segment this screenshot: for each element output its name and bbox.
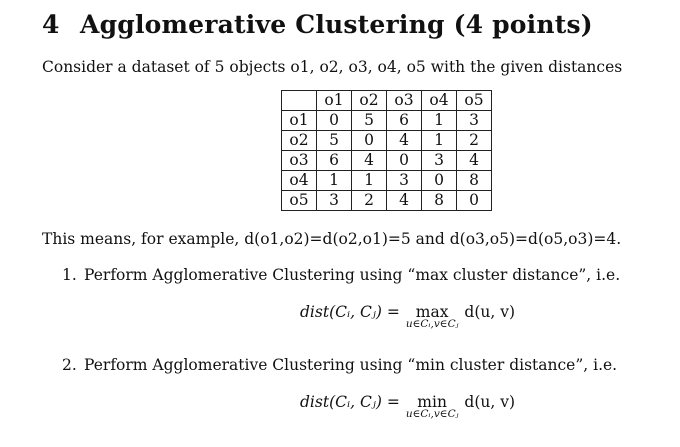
section-number: 4 bbox=[42, 10, 60, 39]
table-cell: 1 bbox=[422, 111, 457, 131]
operator-subscript: u∈Cᵢ,v∈Cⱼ bbox=[405, 318, 459, 330]
column-header: o5 bbox=[457, 91, 492, 111]
list-marker: 1. bbox=[62, 266, 77, 284]
table-cell: 6 bbox=[317, 151, 352, 171]
table-row bbox=[282, 171, 492, 191]
table-cell: 6 bbox=[387, 111, 422, 131]
table-cell: 3 bbox=[422, 151, 457, 171]
table-cell: 1 bbox=[317, 171, 352, 191]
table-row bbox=[282, 191, 492, 211]
table-cell: 8 bbox=[457, 171, 492, 191]
table-cell: 2 bbox=[457, 131, 492, 151]
table-cell: 3 bbox=[387, 171, 422, 191]
max-distance-formula bbox=[300, 303, 515, 330]
table-cell: 3 bbox=[317, 191, 352, 211]
formula-operator bbox=[406, 393, 459, 420]
row-header: o4 bbox=[282, 171, 317, 191]
table-cell: 4 bbox=[387, 191, 422, 211]
table-cell: 0 bbox=[422, 171, 457, 191]
formula-rhs: d(u, v) bbox=[464, 393, 516, 411]
table-cell: 0 bbox=[457, 191, 492, 211]
column-header: o4 bbox=[422, 91, 457, 111]
formula-lhs: dist(Cᵢ, Cⱼ) = bbox=[300, 393, 400, 411]
table-cell: 8 bbox=[422, 191, 457, 211]
operator-name: max bbox=[415, 303, 449, 321]
distance-table bbox=[281, 90, 492, 211]
table-header-row bbox=[282, 91, 492, 111]
formula-operator bbox=[406, 303, 459, 330]
task-text: Perform Agglomerative Clustering using “min cluster distance”, i.e. bbox=[84, 356, 618, 374]
min-distance-formula bbox=[300, 393, 515, 420]
table-cell: 1 bbox=[352, 171, 387, 191]
row-header: o2 bbox=[282, 131, 317, 151]
table-cell: 0 bbox=[317, 111, 352, 131]
row-header: o3 bbox=[282, 151, 317, 171]
table-cell: 5 bbox=[317, 131, 352, 151]
row-header: o1 bbox=[282, 111, 317, 131]
formula-rhs: d(u, v) bbox=[464, 303, 516, 321]
intro-paragraph: Consider a dataset of 5 objects o1, o2, o3, o4, o5 with the given distances bbox=[42, 58, 623, 76]
table-cell: 3 bbox=[457, 111, 492, 131]
table-row bbox=[282, 111, 492, 131]
operator-name: min bbox=[417, 393, 447, 411]
table-row bbox=[282, 151, 492, 171]
table-cell: 4 bbox=[387, 131, 422, 151]
row-header: o5 bbox=[282, 191, 317, 211]
table-cell: 5 bbox=[352, 111, 387, 131]
table-cell: 4 bbox=[352, 151, 387, 171]
table-row bbox=[282, 131, 492, 151]
task-item bbox=[62, 266, 620, 284]
table-cell: 2 bbox=[352, 191, 387, 211]
example-paragraph: This means, for example, d(o1,o2)=d(o2,o1)=5 and d(o3,o5)=d(o5,o3)=4. bbox=[42, 230, 622, 248]
table-cell: 4 bbox=[457, 151, 492, 171]
operator-subscript: u∈Cᵢ,v∈Cⱼ bbox=[405, 408, 459, 420]
table-cell: 0 bbox=[387, 151, 422, 171]
table-cell: 0 bbox=[352, 131, 387, 151]
list-marker: 2. bbox=[62, 356, 77, 374]
formula-lhs: dist(Cᵢ, Cⱼ) = bbox=[300, 303, 400, 321]
column-header: o3 bbox=[387, 91, 422, 111]
table-cell: 1 bbox=[422, 131, 457, 151]
column-header: o1 bbox=[317, 91, 352, 111]
section-heading bbox=[42, 10, 593, 39]
column-header: o2 bbox=[352, 91, 387, 111]
task-text: Perform Agglomerative Clustering using “max cluster distance”, i.e. bbox=[84, 266, 621, 284]
task-item bbox=[62, 356, 617, 374]
section-title: Agglomerative Clustering (4 points) bbox=[80, 10, 593, 39]
table-corner-cell bbox=[282, 91, 317, 111]
